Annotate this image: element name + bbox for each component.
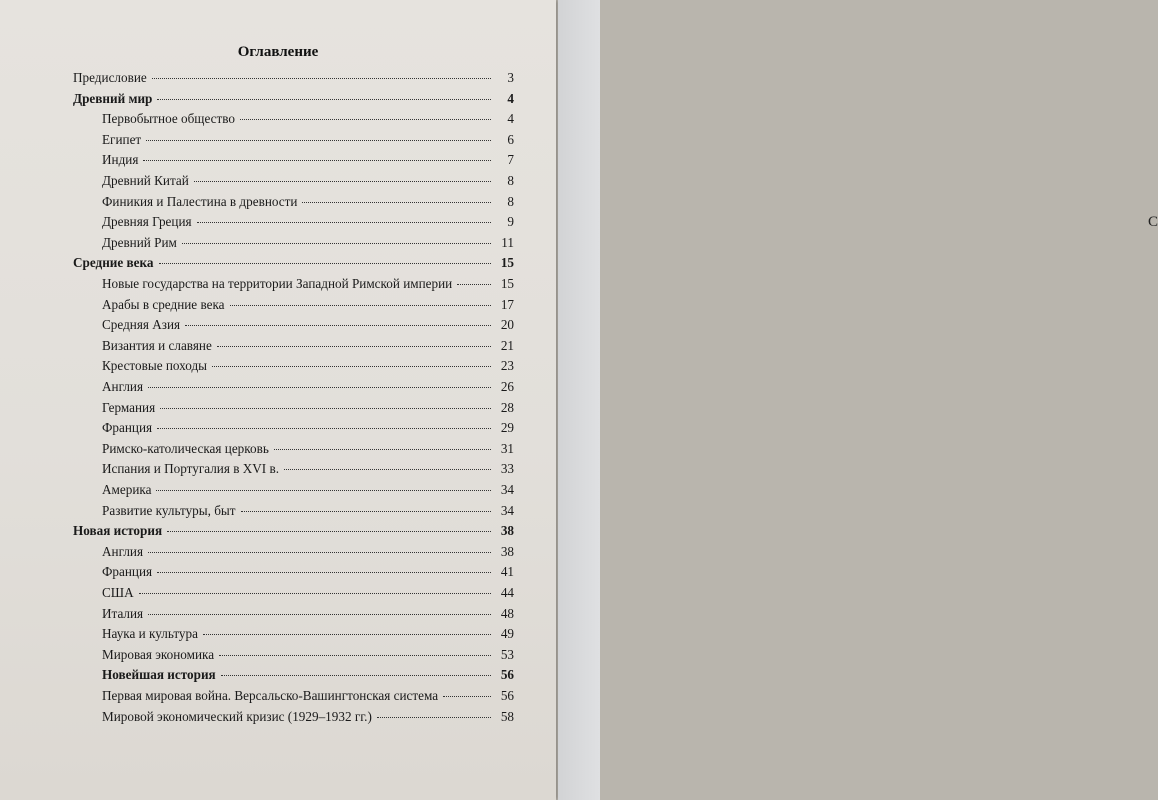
toc-section	[73, 70, 514, 91]
toc-entry	[102, 358, 514, 379]
toc-entry-page: 48	[500, 605, 514, 621]
toc-entry-page: 56	[500, 688, 514, 703]
dot-leader	[230, 305, 491, 306]
toc-entry-page: 20	[500, 317, 514, 333]
dot-leader	[146, 140, 491, 141]
dot-leader	[274, 449, 491, 450]
page-title: Оглавление	[237, 44, 319, 60]
toc-entry-label: Первая мировая война. Версальско-Вашингтонская система	[102, 688, 439, 703]
toc-entry	[102, 503, 514, 524]
toc-entry	[102, 235, 514, 256]
toc-entry-page: 38	[500, 523, 514, 539]
dot-leader	[221, 675, 491, 676]
toc-entry	[102, 338, 514, 359]
dot-leader	[143, 160, 491, 161]
dot-leader	[185, 325, 491, 326]
toc-entry-page: 7	[507, 152, 514, 168]
toc-entry	[102, 667, 514, 688]
toc-entry	[102, 709, 514, 730]
toc-entry-page: 58	[500, 708, 514, 724]
toc-entry-page: 21	[500, 337, 514, 353]
dot-leader	[160, 408, 491, 409]
dot-leader	[212, 366, 491, 367]
dot-leader	[152, 78, 491, 79]
toc-entry-label: Америка	[102, 482, 152, 497]
toc-entry	[102, 626, 514, 647]
toc-entry-page: 49	[500, 626, 514, 642]
toc-entry-page: 31	[500, 440, 514, 456]
toc-entry-page: 29	[500, 420, 514, 436]
toc-entry-label: Римско-католическая церковь	[102, 440, 269, 456]
toc-entry-page: 33	[500, 461, 514, 477]
toc-entry-page: 26	[500, 379, 514, 394]
dot-leader	[157, 572, 491, 573]
dot-leader	[182, 243, 491, 244]
adjacent-page	[558, 0, 1158, 800]
toc-entry-label: Италия	[102, 605, 144, 621]
toc-entry-page: 9	[507, 214, 514, 230]
toc-entry-label: Наука и культура	[102, 626, 198, 642]
toc-entry	[102, 564, 514, 585]
toc-entry	[102, 461, 514, 482]
dot-leader	[167, 531, 491, 532]
dot-leader	[148, 552, 491, 553]
toc-entry-label: Мировой экономический кризис (1929–1932 гг.)	[102, 708, 372, 724]
toc-entry	[102, 194, 514, 215]
toc-entry	[102, 606, 514, 627]
toc-entry-page: 28	[500, 399, 514, 415]
toc-entry-page: 4	[507, 111, 514, 127]
dot-leader	[457, 284, 491, 285]
toc-entry	[102, 544, 514, 565]
toc-entry-label: Крестовые походы	[102, 358, 208, 374]
toc-entry-label: Новые государства на территории Западной Римской империи	[102, 276, 453, 291]
dot-leader	[157, 428, 491, 429]
toc-entry-label: Византия и славяне	[102, 337, 212, 353]
toc-entry	[102, 214, 514, 235]
toc-entry-label: Древняя Греция	[102, 214, 192, 230]
dot-leader	[241, 511, 491, 512]
toc-entry-page: 53	[500, 646, 514, 662]
toc-entry	[102, 379, 514, 400]
toc-entry-page: 23	[500, 358, 514, 374]
toc-section	[73, 523, 514, 544]
dot-leader	[240, 119, 491, 120]
toc-entry-label: Египет	[102, 131, 142, 147]
dot-leader	[284, 469, 491, 470]
dot-leader	[443, 696, 491, 697]
toc-entry-label: Франция	[102, 564, 153, 580]
dot-leader	[148, 614, 491, 615]
dot-leader	[377, 717, 491, 718]
document-page	[0, 0, 556, 800]
toc-entry-page: 44	[500, 585, 514, 600]
toc-entry-page: 34	[500, 482, 514, 497]
toc-entry-page: 8	[507, 173, 514, 188]
toc-entry-page: 15	[500, 276, 514, 291]
dot-leader	[194, 181, 491, 182]
dot-leader	[157, 99, 491, 100]
toc-entry	[102, 482, 514, 503]
toc-entry-label: Древний Китай	[102, 173, 189, 188]
toc-entry	[102, 152, 514, 173]
toc-entry-label: Мировая экономика	[102, 646, 215, 662]
toc-entry-label: США	[102, 585, 134, 600]
dot-leader	[197, 222, 491, 223]
toc-section	[73, 91, 514, 112]
toc-entry-label: Новейшая история	[102, 667, 216, 683]
toc-entry	[102, 441, 514, 462]
toc-entry	[102, 132, 514, 153]
toc-entry-page: 56	[500, 667, 514, 683]
toc-entry-label: Первобытное общество	[102, 111, 235, 127]
toc-entry-label: Франция	[102, 420, 153, 436]
toc-entry	[102, 647, 514, 668]
toc-entry	[102, 420, 514, 441]
toc-entry	[102, 173, 514, 194]
dot-leader	[219, 655, 491, 656]
toc-entry-label: Англия	[102, 543, 144, 559]
dot-leader	[217, 346, 491, 347]
toc-entry	[102, 585, 514, 606]
toc-entry-label: Древний Рим	[102, 234, 177, 250]
dot-leader	[139, 593, 491, 594]
toc-entry-page: 11	[501, 234, 514, 250]
toc-entry-label: Предисловие	[73, 70, 147, 85]
toc-entry-page: 6	[507, 131, 514, 147]
toc-entry	[102, 297, 514, 318]
toc-entry-page: 15	[500, 255, 514, 271]
adjacent-page-text: С	[1148, 214, 1158, 230]
dot-leader	[203, 634, 491, 635]
toc-entry-label: Средние века	[73, 255, 154, 271]
toc-entry	[102, 111, 514, 132]
dot-leader	[159, 263, 491, 264]
toc-entry-page: 4	[507, 90, 514, 106]
toc-entry-page: 41	[500, 564, 514, 580]
toc-entry-label: Древний мир	[73, 90, 153, 106]
toc-entry-label: Развитие культуры, быт	[102, 502, 236, 518]
toc-section	[73, 255, 514, 276]
toc-entry-label: Германия	[102, 399, 156, 415]
toc-entry-page: 34	[500, 502, 514, 518]
toc-entry-page: 17	[500, 296, 514, 312]
toc-entry-page: 38	[500, 543, 514, 559]
toc-entry-label: Финикия и Палестина в древности	[102, 193, 298, 209]
dot-leader	[302, 202, 491, 203]
dot-leader	[148, 387, 491, 388]
toc-entry-label: Арабы в средние века	[102, 296, 225, 312]
toc-entry	[102, 276, 514, 297]
toc-entry-label: Индия	[102, 152, 139, 168]
toc-entry	[102, 688, 514, 709]
dot-leader	[156, 490, 491, 491]
toc-entry-label: Средняя Азия	[102, 317, 181, 333]
toc-entry-label: Новая история	[73, 523, 163, 539]
toc-entry-label: Англия	[102, 379, 144, 394]
toc-entry-label: Испания и Португалия в XVI в.	[102, 461, 280, 477]
toc-entry-page: 3	[507, 70, 514, 85]
toc-entry	[102, 400, 514, 421]
toc-entry	[102, 317, 514, 338]
toc-entry-page: 8	[507, 193, 514, 209]
